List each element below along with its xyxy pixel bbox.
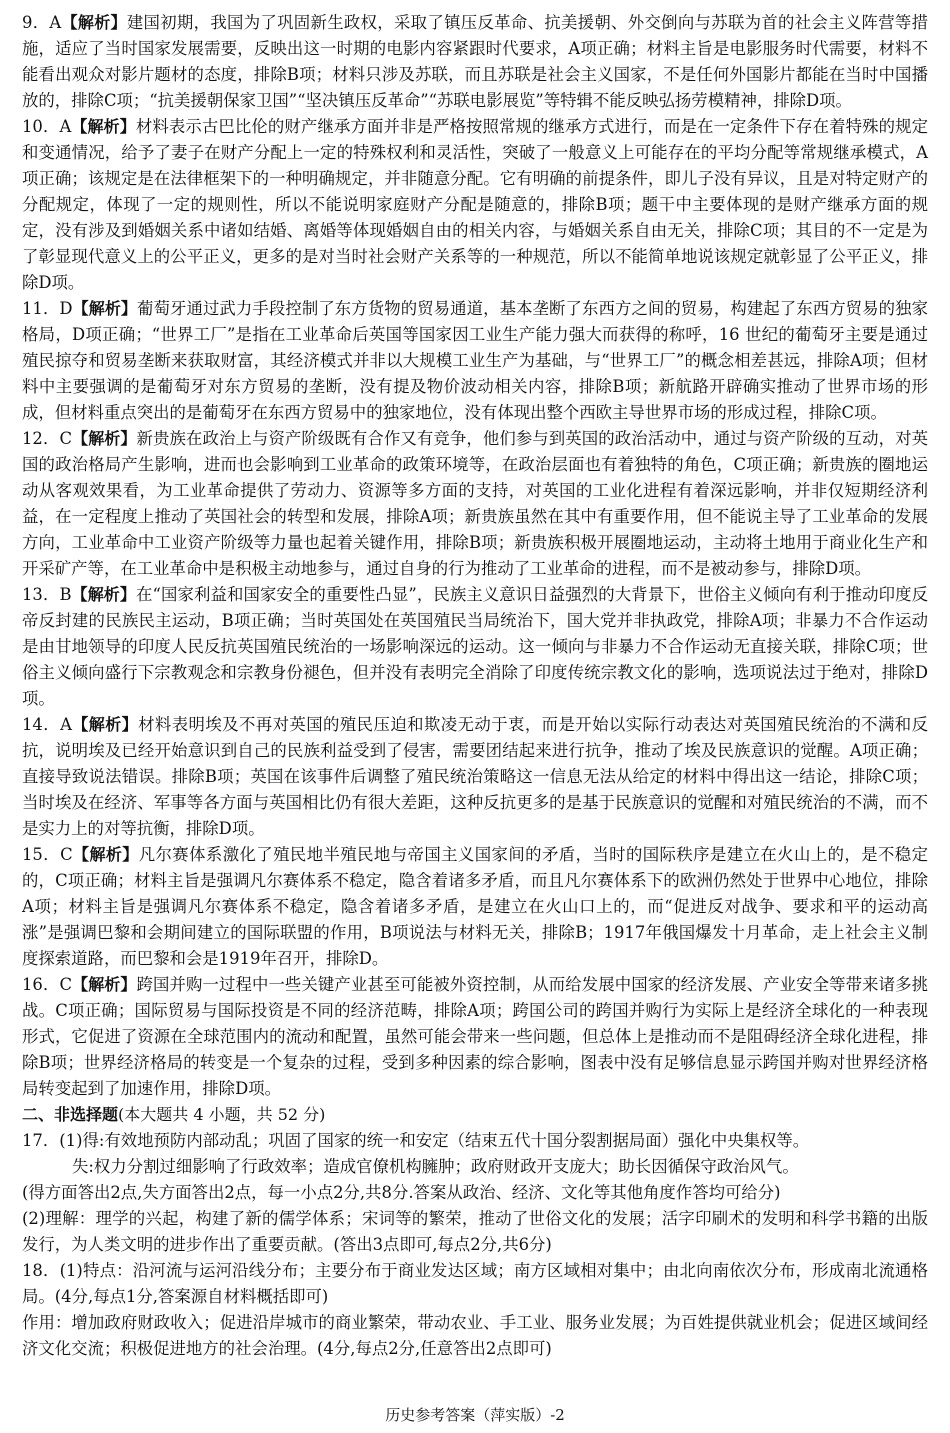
answer-number: 15．C: [22, 845, 73, 864]
analysis-tag: 【解析】: [72, 975, 137, 994]
answer-number: 16．C: [22, 975, 72, 994]
answer-number: 12．C: [22, 429, 72, 448]
section-heading: [22, 1102, 928, 1128]
q17-scoring-note: (得方面答出2点,失方面答出2点，每一小点2分,共8分.答案从政治、经济、文化等其他角度作答均可给分): [22, 1183, 781, 1202]
answer-14: [22, 712, 928, 842]
analysis-tag: 【解析】: [72, 429, 137, 448]
section-title: 二、非选择题: [22, 1105, 119, 1124]
analysis-tag: 【解析】: [72, 845, 139, 864]
answer-text: 材料表示古巴比伦的财产继承方面并非是严格按照常规的继承方式进行，而是在一定条件下存在着特殊的规定和变通情况，给予了妻子在财产分配上一定的特殊权利和灵活性，突破了一般意义上可能存在的平均分配等常规继承模式，A项正确；该规定是在法律框架下的一种明确规定，并非随意分配。它有明确的前提条件，即儿子没有异议，且是对特定财产的分配规定，体现了一定的规则性，所以不能说明家庭财产分配是随意的，排除B项；题干中主要体现的是财产继承方面的规定，没有涉及到婚姻关系中诸如结婚、离婚等体现婚姻自由的相关内容，与婚姻关系自由无关，排除C项；其目的不一定是为了彰显现代意义上的公平正义，更多的是对当时社会财产关系等的一种规范，所以不能简单地说该规定就彰显了公平正义，排除D项。: [22, 117, 928, 292]
q17-part1-loss: 失:权力分割过细影响了行政效率；造成官僚机构臃肿；政府财政开支庞大；助长因循保守政治风气。: [72, 1157, 799, 1176]
answer-9: [22, 10, 928, 114]
answer-text: 凡尔赛体系激化了殖民地半殖民地与帝国主义国家间的矛盾，当时的国际秩序是建立在火山上的，是不稳定的，C项正确；材料主旨是强调凡尔赛体系不稳定，隐含着诸多矛盾，而且凡尔赛体系下的欧洲仍然处于世界中心地位，排除A项；材料主旨是强调凡尔赛体系不稳定，隐含着诸多矛盾，是建立在火山口上的，而“促进反对战争、要求和平的运动高涨”是强调巴黎和会期间建立的国际联盟的作用，B项说法与材料无关，排除B；1917年俄国爆发十月革命，走上社会主义制度探索道路，而巴黎和会是1919年召开，排除D。: [22, 845, 928, 968]
answer-16: [22, 972, 928, 1102]
answer-number: 10．A: [22, 117, 72, 136]
answer-text: 葡萄牙通过武力手段控制了东方货物的贸易通道，基本垄断了东西方之间的贸易，构建起了东西方贸易的独家格局，D项正确；“世界工厂”是指在工业革命后英国等国家因工业生产能力强大而获得的称呼，16 世纪的葡萄牙主要是通过殖民掠夺和贸易垄断来获取财富，其经济模式并非以大规模工业生产为基础，与“世界工厂”的概念相差甚远，排除A项；但材料中主要强调的是葡萄牙对东方贸易的垄断，没有提及物价波动相关内容，排除B项；新航路开辟确实推动了世界市场的形成，但材料重点突出的是葡萄牙在东西方贸易中的独家地位，没有体现出整个西欧主导世界市场的形成过程，排除C项。: [22, 299, 928, 422]
q18-effects: 作用：增加政府财政收入；促进沿岸城市的商业繁荣，带动农业、手工业、服务业发展；为百姓提供就业机会；促进区域间经济文化交流；积极促进地方的社会治理。(4分,每点2分,任意答出2点即可): [22, 1313, 928, 1358]
answer-text: 新贵族在政治上与资产阶级既有合作又有竞争，他们参与到英国的政治活动中，通过与资产阶级的互动，对英国的政治格局产生影响，进而也会影响到工业革命的政策环境等，在政治层面也有着独特的角色，C项正确；新贵族的圈地运动从客观效果看，为工业革命提供了劳动力、资源等多方面的支持，对英国的工业化进程有着深远影响，并非仅短期经济利益，在一定程度上推动了英国社会的转型和发展，排除A项；新贵族虽然在其中有重要作用，但不能说主导了工业革命的发展方向，工业革命中工业资产阶级等力量也起着关键作用，排除B项；新贵族积极开展圈地运动，主动将土地用于商业化生产和开采矿产等，在工业革命中是积极主动地参与，通过自身的行为推动了工业革命的进程，而不是被动参与，排除D项。: [22, 429, 928, 578]
section-meta: (本大题共 4 小题，共 52 分): [118, 1105, 326, 1124]
answer-13: [22, 582, 928, 712]
answer-11: [22, 296, 928, 426]
answer-number: 14．A: [22, 715, 72, 734]
analysis-tag: 【解析】: [71, 715, 139, 734]
answer-15: [22, 842, 928, 972]
answer-12: [22, 426, 928, 582]
answer-number: 11．D: [22, 299, 73, 318]
answer-text: 在“国家利益和国家安全的重要性凸显”，民族主义意识日益强烈的大背景下，世俗主义倾向有利于推动印度反帝反封建的民族民主运动，B项正确；当时英国处在英国殖民当局统治下，国大党并非执政党，排除A项；非暴力不合作运动是由甘地领导的印度人民反抗英国殖民统治的一场影响深远的运动。这一倾向与非暴力不合作运动无直接关联，排除C项；世俗主义倾向盛行下宗教观念和宗教身份褪色，但并没有表明完全消除了印度传统宗教文化的影响，选项说法过于绝对，排除D项。: [22, 585, 928, 708]
page-footer: 历史参考答案（萍实版）-2: [385, 1406, 565, 1424]
answer-10: [22, 114, 928, 296]
q17-part1-gain: 17．(1)得:有效地预防内部动乱；巩固了国家的统一和安定（结束五代十国分裂割据局面）强化中央集权等。: [22, 1131, 810, 1150]
answer-text: 建国初期，我国为了巩固新生政权，采取了镇压反革命、抗美援朝、外交倒向与苏联为首的社会主义阵营等措施，适应了当时国家发展需要，反映出这一时期的电影内容紧跟时代要求，A项正确；材料主旨是电影服务时代需要，材料不能看出观众对影片题材的态度，排除B项；材料只涉及苏联，而且苏联是社会主义国家，不是任何外国影片都能在当时中国播放的，排除C项；“抗美援朝保家卫国”“坚决镇压反革命”“苏联电影展览”等特辑不能反映弘扬劳模精神，排除D项。: [22, 13, 929, 110]
analysis-tag: 【解析】: [61, 13, 127, 32]
analysis-tag: 【解析】: [71, 585, 137, 604]
analysis-tag: 【解析】: [72, 299, 138, 318]
answer-number: 13．B: [22, 585, 72, 604]
q18-part1: 18．(1)特点：沿河流与运河沿线分布；主要分布于商业发达区域；南方区域相对集中；由北向南依次分布，形成南北流通格局。(4分,每点1分,答案源自材料概括即可): [22, 1261, 928, 1306]
q17-part2: (2)理解：理学的兴起，构建了新的儒学体系；宋词等的繁荣，推动了世俗文化的发展；活字印刷术的发明和科学书籍的出版发行，为人类文明的进步作出了重要贡献。(答出3点即可,每点2分,共6分): [22, 1209, 928, 1254]
analysis-tag: 【解析】: [71, 117, 136, 136]
answer-text: 材料表明埃及不再对英国的殖民压迫和欺凌无动于衷，而是开始以实际行动表达对英国殖民统治的不满和反抗，说明埃及已经开始意识到自己的民族利益受到了侵害，需要团结起来进行抗争，推动了埃及民族意识的觉醒。A项正确；直接导致说法错误。排除B项；英国在该事件后调整了殖民统治策略这一信息无法从给定的材料中得出这一结论，排除C项；当时埃及在经济、军事等各方面与英国相比仍有很大差距，这种反抗更多的是基于民族意识的觉醒和对殖民统治的不满，而不是实力上的对等抗衡，排除D项。: [22, 715, 928, 838]
answer-number: 9．A: [22, 13, 62, 32]
answer-text: 跨国并购一过程中一些关键产业甚至可能被外资控制，从而给发展中国家的经济发展、产业安全等带来诸多挑战。C项正确；国际贸易与国际投资是不同的经济范畴，排除A项；跨国公司的跨国并购行为实际上是经济全球化的一种表现形式，它促进了资源在全球范围内的流动和配置，虽然可能会带来一些问题，但总体上是推动而不是阻碍经济全球化进程，排除B项；世界经济格局的转变是一个复杂的过程，受到多种因素的综合影响，图表中没有足够信息显示跨国并购对世界经济格局转变起到了加速作用，排除D项。: [22, 975, 928, 1098]
